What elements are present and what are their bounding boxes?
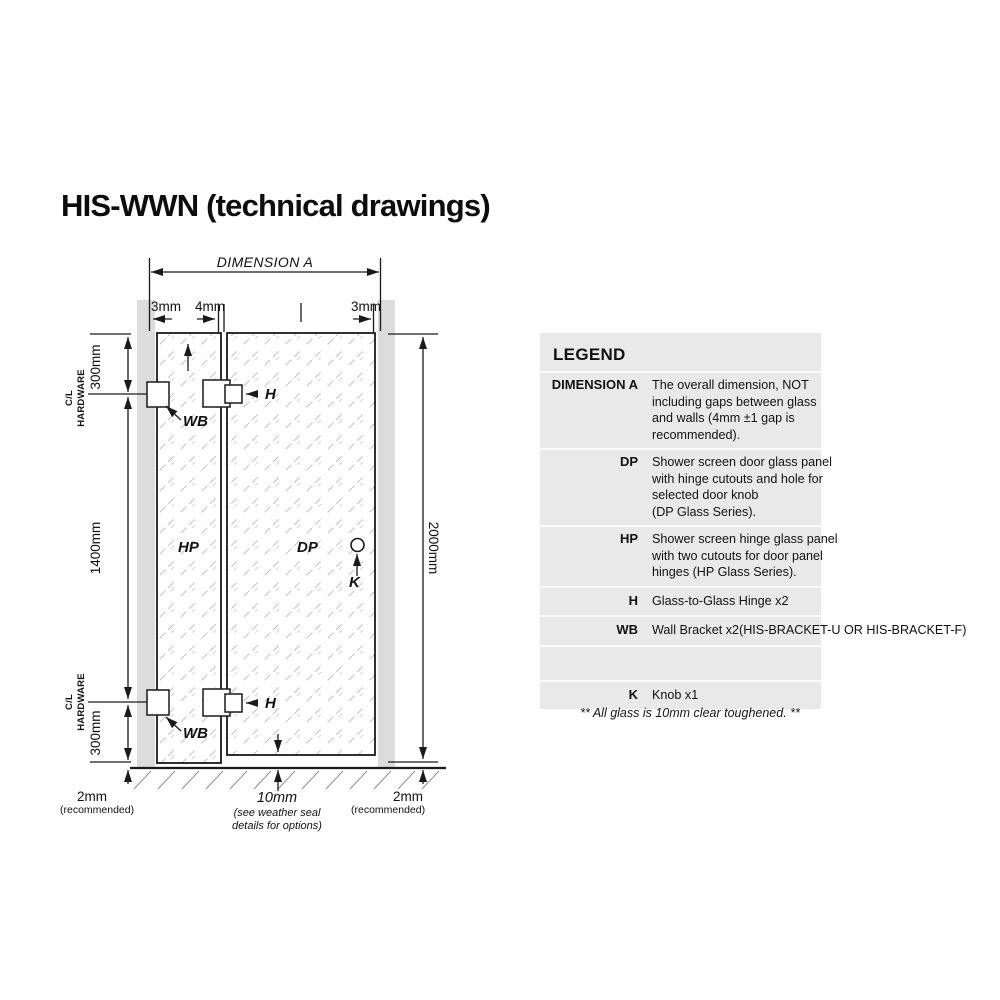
top-gap-dimensions — [151, 299, 381, 332]
knob-label: K — [349, 574, 360, 591]
cl-hardware-top-line2: HARDWARE — [76, 369, 87, 427]
legend-description — [648, 651, 652, 675]
floor-gap-right-note: (recommended) — [351, 804, 426, 816]
legend-description: Knob x1 — [652, 687, 699, 702]
hp-panel-label: HP — [178, 539, 199, 556]
legend-row-wb — [540, 615, 967, 645]
dimension-a — [150, 254, 381, 331]
cl-hardware-bottom-line2: HARDWARE — [76, 673, 87, 731]
hinge-top-plate-right — [225, 385, 242, 403]
wall-bracket-top — [147, 382, 169, 407]
legend-term: DIMENSION A — [551, 377, 638, 392]
wall-bracket-bottom-label: WB — [183, 725, 208, 742]
gap-right-label: 3mm — [351, 299, 381, 314]
floor-hatching — [134, 771, 439, 789]
legend-row-dimension-a — [540, 371, 821, 448]
hinge-bottom-label: H — [265, 695, 276, 712]
dimension-a-label: DIMENSION A — [216, 254, 314, 270]
dim-300-bottom-label: 300mm — [88, 710, 103, 756]
floor-gap-left-note: (recommended) — [60, 804, 135, 816]
legend-term: DP — [619, 454, 638, 469]
hinge-bottom-plate-right — [225, 694, 242, 712]
legend-description: Wall Bracket x2(HIS-BRACKET-U OR HIS-BRACKET-F) — [652, 623, 967, 637]
floor-gap-center-note2: details for options) — [232, 820, 322, 832]
wall-right — [378, 300, 395, 768]
legend-row-hp — [540, 525, 838, 586]
legend-row-h — [540, 586, 821, 616]
legend-term: K — [628, 686, 638, 702]
page-title: HIS-WWN (technical drawings) — [61, 188, 490, 223]
floor-gap-center-label: 10mm — [256, 790, 298, 806]
cl-hardware-bottom-line1: C/L — [64, 694, 75, 710]
glass-footnote: ** All glass is 10mm clear toughened. ** — [580, 706, 800, 720]
hinge-top-label: H — [265, 386, 276, 403]
legend-row-k — [540, 680, 821, 710]
gap-left-label: 3mm — [151, 299, 181, 314]
legend-row-empty — [540, 645, 821, 680]
dim-1400-label: 1400mm — [88, 521, 103, 575]
right-dimension — [388, 334, 441, 762]
legend-term — [540, 651, 648, 675]
knob-circle — [351, 539, 364, 552]
legend-description: Glass-to-Glass Hinge x2 — [652, 593, 789, 608]
floor-gap-left-label: 2mm — [77, 789, 107, 804]
legend-title: LEGEND — [553, 345, 626, 364]
floor-gap-right-label: 2mm — [393, 789, 423, 804]
cl-hardware-top-line1: C/L — [64, 390, 75, 406]
floor-gap-center-note1: (see weather seal — [233, 807, 321, 819]
floor — [130, 768, 446, 789]
legend-description: Shower screen hinge glass panel with two cutouts for door panel hinges (HP Glass Series). — [652, 532, 838, 579]
legend-term: H — [628, 592, 638, 608]
legend-description: The overall dimension, NOT including gaps between glass and walls (4mm ±1 gap is recommended). — [652, 378, 817, 442]
legend-row-dp — [540, 448, 832, 525]
legend-term: HP — [619, 531, 638, 546]
dim-300-top-label: 300mm — [88, 344, 103, 390]
wall-bracket-bottom — [147, 690, 169, 715]
gap-middle-label: 4mm — [195, 299, 225, 314]
dp-panel-label: DP — [297, 539, 318, 556]
legend-panel — [540, 333, 967, 709]
dim-2000-label: 2000mm — [426, 521, 441, 575]
wall-bracket-top-label: WB — [183, 413, 208, 430]
legend-description: Shower screen door glass panel with hinge cutouts and hole for selected door knob (DP Glass Series). — [652, 455, 832, 519]
legend-term: WB — [616, 622, 638, 637]
